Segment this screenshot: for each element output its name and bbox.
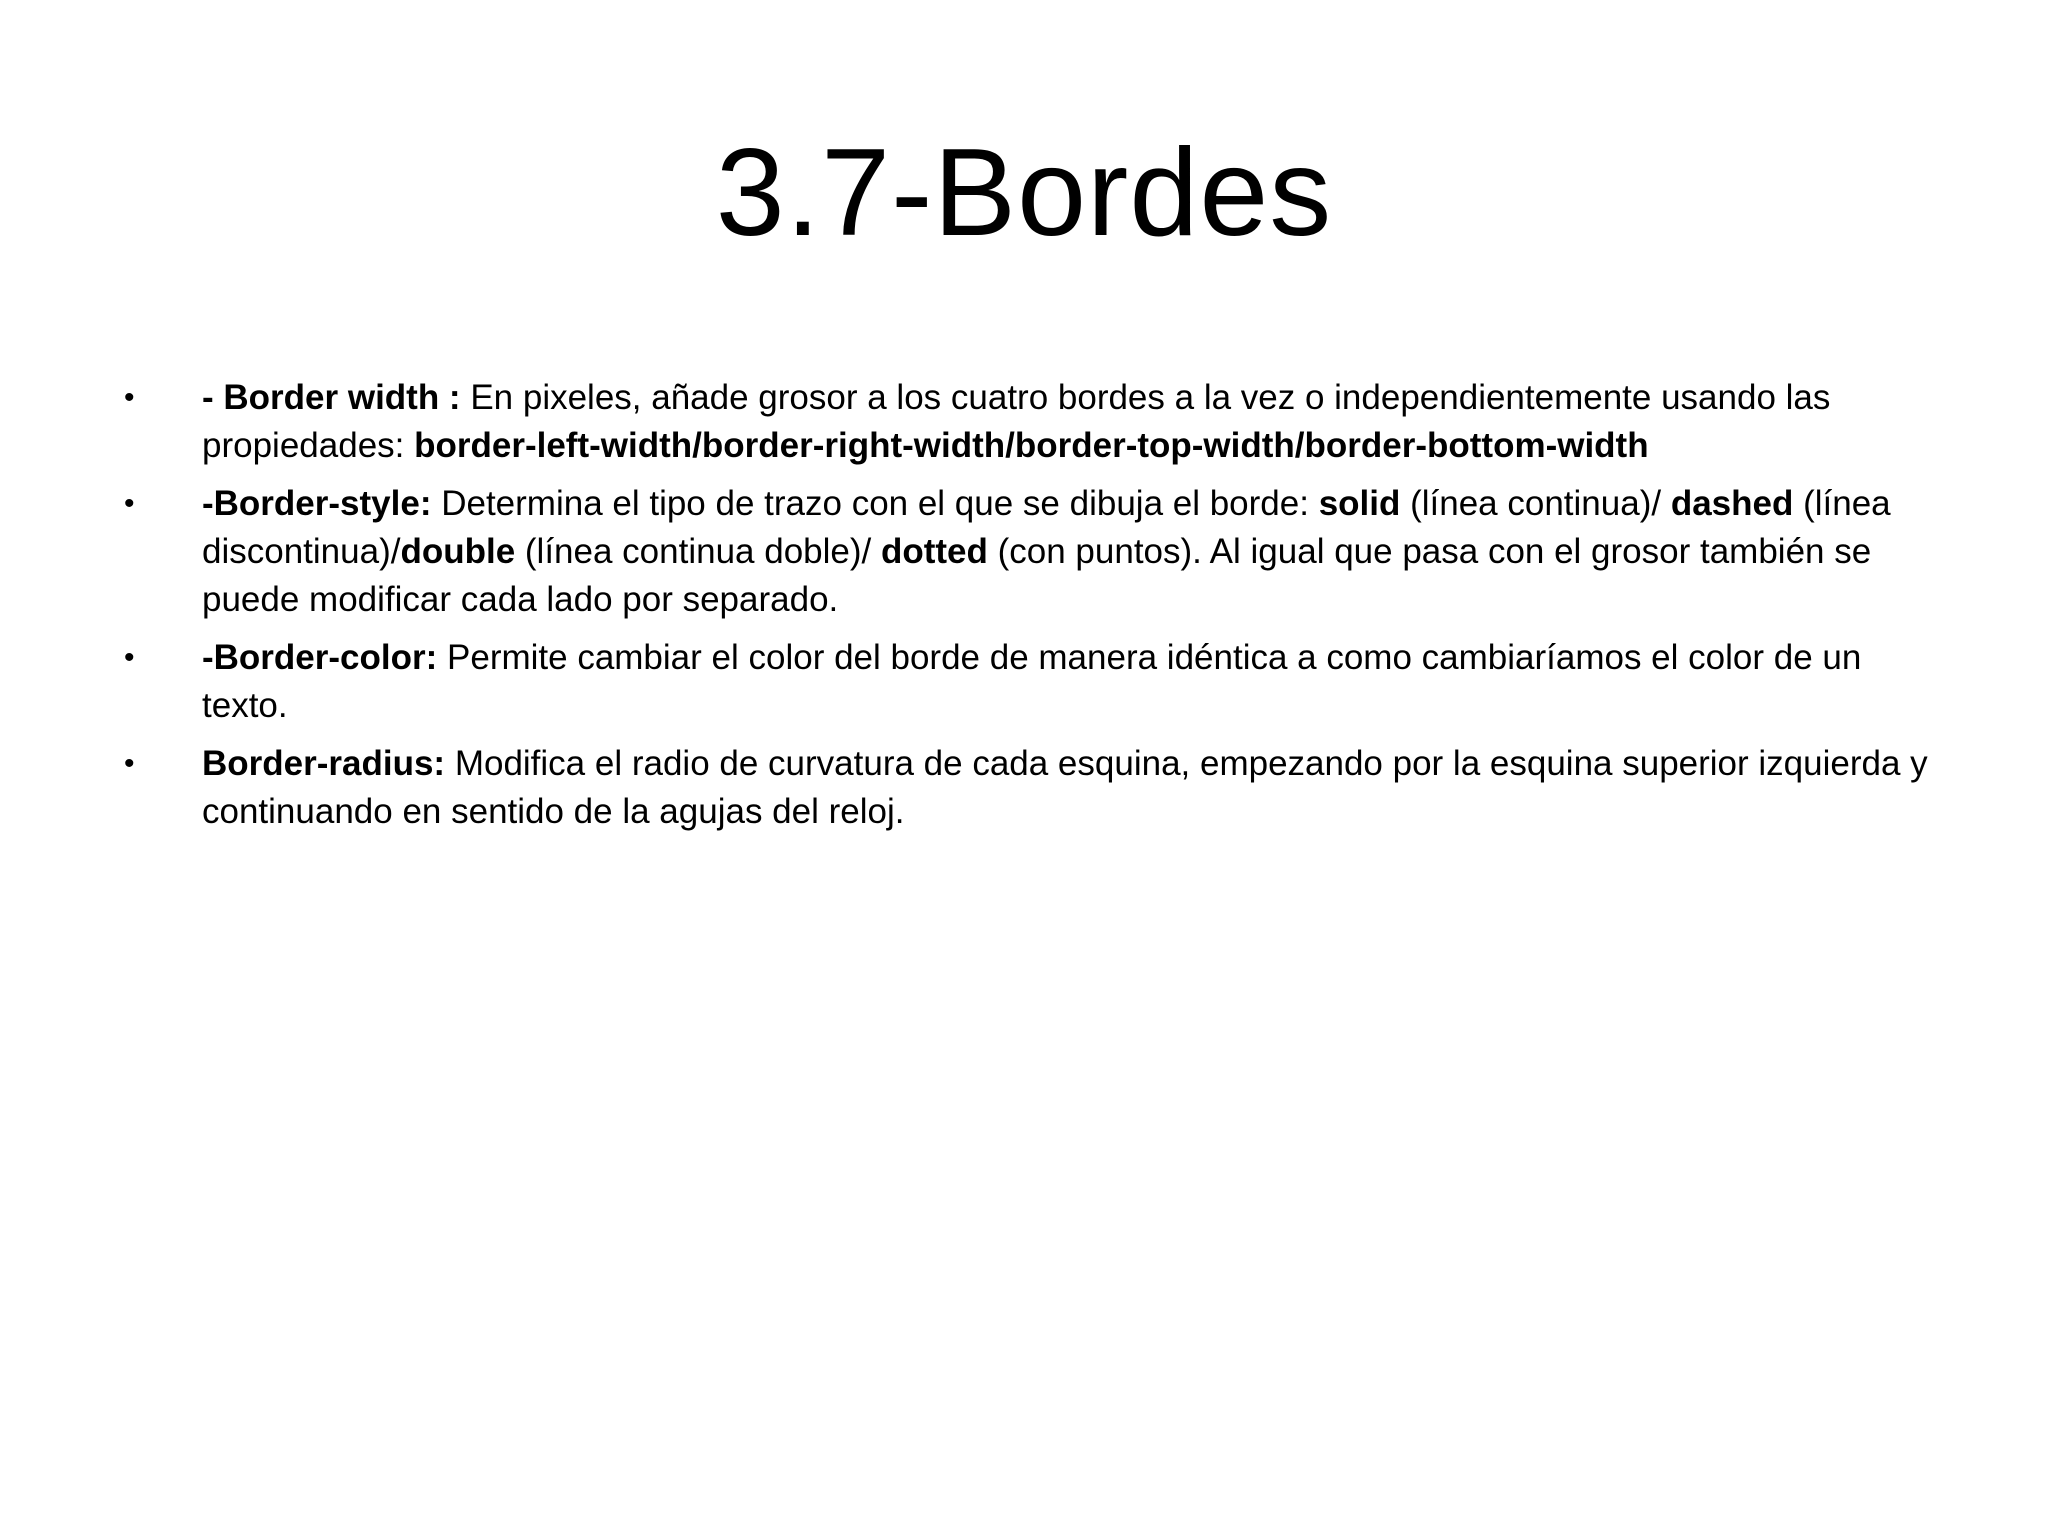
bullet-keyword: double <box>400 532 516 571</box>
slide-content <box>120 374 1940 846</box>
bullet-description: (con puntos). Al igual que pasa con el grosor también se puede modificar cada lado por separado. <box>202 532 1872 619</box>
slide-title: 3.7-Bordes <box>715 124 1333 262</box>
bullet-item-border-radius <box>120 740 1940 836</box>
bullet-term: Border-radius: <box>202 744 446 783</box>
bullet-description: Modifica el radio de curvatura de cada esquina, empezando por la esquina superior izquierda y continuando en sentido de la agujas del reloj. <box>202 744 1928 831</box>
bullet-description: Permite cambiar el color del borde de manera idéntica a como cambiaríamos el color de un texto. <box>202 638 1862 725</box>
bullet-term: -Border-style: <box>202 484 432 523</box>
bullet-icon: • <box>124 641 135 674</box>
bullet-item-border-color <box>120 634 1940 730</box>
bullet-term: - Border width : <box>202 378 461 417</box>
bullet-text <box>202 484 1891 619</box>
bullet-text <box>202 744 1928 831</box>
bullet-description: (línea discontinua)/ <box>202 484 1891 571</box>
bullet-list <box>120 374 1940 836</box>
bullet-icon: • <box>124 487 135 520</box>
bullet-text <box>202 638 1861 725</box>
bullet-item-border-width <box>120 374 1940 470</box>
bullet-keyword: border-left-width/border-right-width/border-top-width/border-bottom-width <box>414 426 1649 465</box>
bullet-term: -Border-color: <box>202 638 438 677</box>
bullet-icon: • <box>124 381 135 414</box>
bullet-description: Determina el tipo de trazo con el que se dibuja el borde: <box>431 484 1319 523</box>
bullet-item-border-style <box>120 480 1940 624</box>
bullet-description: (línea continua)/ <box>1400 484 1671 523</box>
bullet-text <box>202 378 1830 465</box>
bullet-description: (línea continua doble)/ <box>515 532 881 571</box>
bullet-keyword: dashed <box>1670 484 1794 523</box>
bullet-icon: • <box>124 747 135 780</box>
bullet-keyword: solid <box>1318 484 1401 523</box>
bullet-keyword: dotted <box>880 532 988 571</box>
bullet-description: En pixeles, añade grosor a los cuatro bordes a la vez o independientemente usando las propiedades: <box>202 378 1831 465</box>
